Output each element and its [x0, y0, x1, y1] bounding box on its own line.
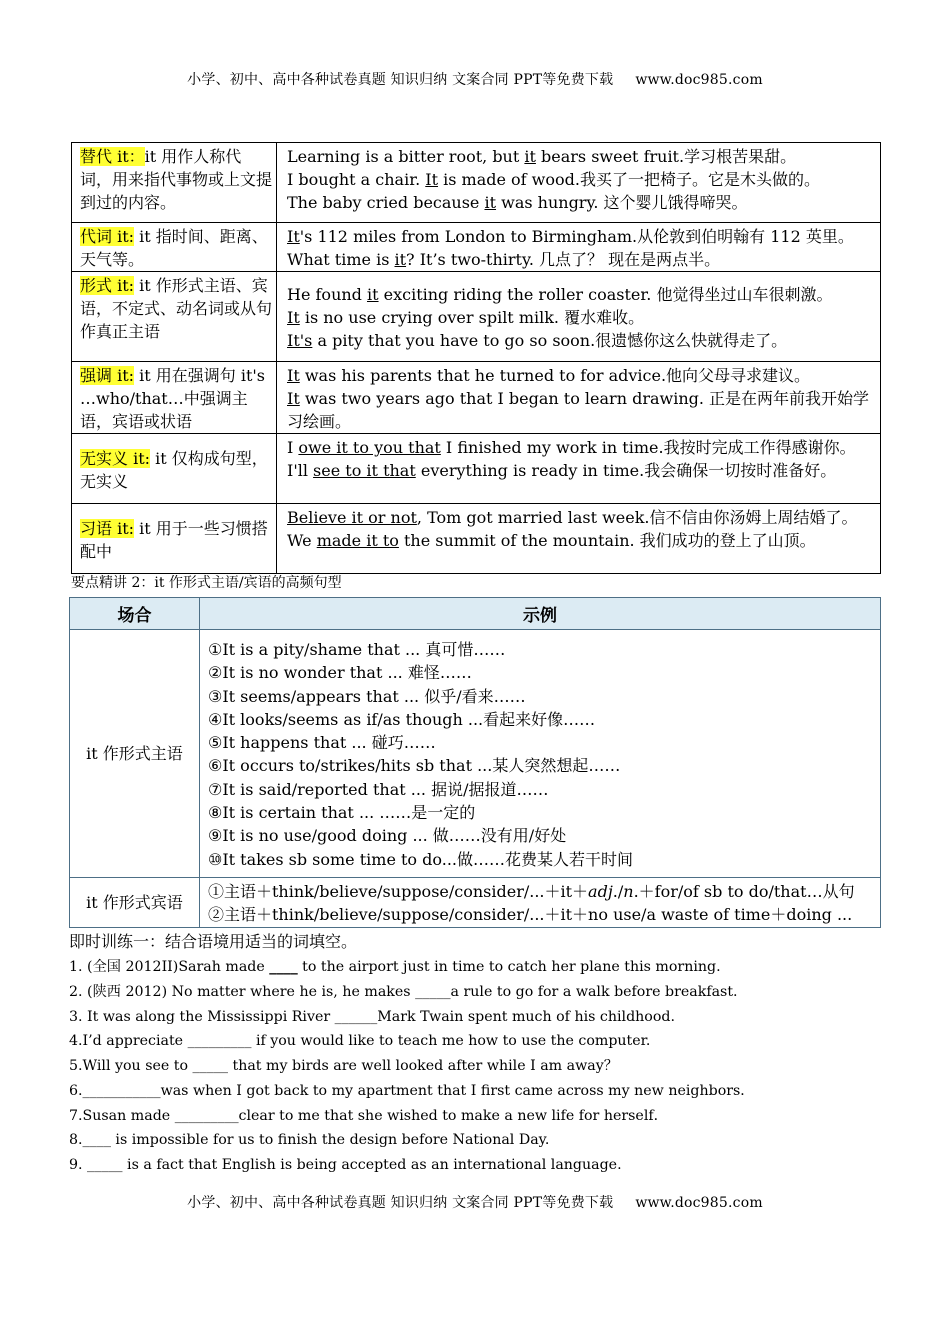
usage-row-idiom	[72, 504, 881, 574]
example-sentence: What time is it? It’s two-thirty. 几点了？ 现在是两点半。	[287, 250, 721, 269]
usage-row-formal	[72, 272, 881, 362]
example-sentence: He found it exciting riding the roller coaster. 他觉得坐过山车很刺激。	[287, 285, 833, 304]
example-sentence: I bought a chair. It is made of wood.我买了一把椅子。它是木头做的。	[287, 170, 820, 189]
usage-examples-cell	[277, 504, 881, 574]
pattern-examples	[200, 877, 881, 927]
example-sentence: Believe it or not, Tom got married last week.信不信由你汤姆上周结婚了。	[287, 508, 858, 527]
usage-label: 强调 it:	[80, 366, 135, 385]
pattern-header-row	[70, 598, 881, 630]
usage-examples-cell	[277, 223, 881, 272]
usage-desc: it 指时间、距离、天气等。	[80, 227, 268, 269]
page-footer	[0, 1192, 950, 1212]
usage-label-cell	[72, 143, 277, 223]
answer-blank[interactable]: ____	[82, 1132, 111, 1149]
example-sentence: It's 112 miles from London to Birmingham.从伦敦到伯明翰有 112 英里。	[287, 227, 854, 246]
example-sentence: I'll see to it that everything is ready in time.我会确保一切按时准备好。	[287, 461, 837, 480]
usage-desc: it 仅构成句型，无实义	[80, 448, 268, 491]
exercise-title: 即时训练一：结合语境用适当的词填空。	[69, 932, 358, 951]
exercise-item: 8.____ is impossible for us to finish the design before National Day.	[69, 1132, 550, 1149]
example-sentence: It was his parents that he turned to for advice.他向父母寻求建议。	[287, 366, 811, 385]
exercise-item: 2. (陕西 2012) No matter where he is, he makes _____a rule to go for a walk before breakfast.	[69, 983, 738, 1000]
header-url: www.doc985.com	[635, 72, 763, 88]
pattern-item: ③It seems/appears that ... 似乎/看来……	[208, 686, 526, 706]
pattern-item: ②It is no wonder that ... 难怪……	[208, 663, 472, 683]
answer-blank[interactable]: _____	[87, 1157, 123, 1173]
pattern-item: ⑨It is no use/good doing ... 做……没有用/好处	[208, 826, 567, 846]
usage-examples-cell	[277, 143, 881, 223]
pattern-item: ①It is a pity/shame that ... 真可惜……	[208, 640, 506, 659]
usage-examples-cell	[277, 362, 881, 434]
usage-label: 习语 it:	[80, 518, 135, 538]
exercise-item: 3. It was along the Mississippi River ______Mark Twain spent much of his childhood.	[69, 1008, 675, 1025]
pattern-item: ⑧It is certain that ... ……是一定的	[208, 803, 476, 823]
usage-examples-cell	[277, 272, 881, 362]
footer-text: 小学、初中、高中各种试卷真题 知识归纳 文案合同 PPT等免费下载	[187, 1195, 614, 1211]
pattern-row-subject	[70, 630, 881, 878]
pattern-col-occasion: 场合	[70, 598, 200, 630]
pattern-row-object	[70, 877, 881, 927]
usage-label: 无实义 it:	[80, 448, 151, 468]
pattern-col-example: 示例	[200, 598, 881, 630]
answer-blank[interactable]: ____	[269, 959, 298, 975]
example-sentence: We made it to the summit of the mountain. 我们成功的登上了山顶。	[287, 531, 816, 550]
pattern-item: ②主语＋think/believe/suppose/consider/...＋it＋no use/a waste of time＋doing ...	[208, 905, 853, 925]
usage-row-emphasis	[72, 362, 881, 434]
answer-blank[interactable]: _________	[174, 1107, 239, 1124]
it-pattern-table	[69, 597, 881, 928]
answer-blank[interactable]: ___________	[82, 1082, 161, 1099]
exercise-item: 1. (全国 2012II)Sarah made ____ to the airport just in time to catch her plane this morning.	[69, 959, 721, 975]
usage-label: 形式 it:	[80, 276, 135, 295]
usage-label-cell	[72, 434, 277, 504]
header-text: 小学、初中、高中各种试卷真题 知识归纳 文案合同 PPT等免费下载	[187, 72, 614, 88]
pattern-item: ⑩It takes sb some time to do...做……花费某人若干时间	[208, 849, 633, 869]
answer-blank[interactable]: _____	[192, 1058, 228, 1074]
usage-row-meaningless	[72, 434, 881, 504]
pattern-item: ①主语＋think/believe/suppose/consider/...＋it＋adj./n.＋for/of sb to do/that…从句	[208, 881, 855, 901]
section-2-title: 要点精讲 2：it 作形式主语/宾语的高频句型	[71, 575, 342, 591]
usage-desc: it 用作人称代词，用来指代事物或上文提到过的内容。	[80, 147, 273, 212]
pattern-item: ④It looks/seems as if/as though ...看起来好像……	[208, 709, 596, 729]
usage-label: 代词 it:	[80, 227, 135, 246]
pattern-label: it 作形式宾语	[70, 877, 200, 927]
usage-row-pronoun	[72, 223, 881, 272]
exercise-item: 7.Susan made _________clear to me that she wished to make a new life for herself．	[69, 1107, 668, 1124]
usage-desc: it 作形式主语、宾语，不定式、动名词或从句作真正主语	[80, 276, 273, 341]
answer-blank[interactable]: _____	[415, 983, 451, 1000]
example-sentence: The baby cried because it was hungry. 这个婴儿饿得啼哭。	[287, 193, 748, 212]
usage-row-substitute	[72, 143, 881, 223]
usage-label-cell	[72, 362, 277, 434]
example-sentence: I owe it to you that I finished my work in time.我按时完成工作得感谢你。	[287, 438, 856, 457]
usage-desc: it 用在强调句 it's …who/that…中强调主语，宾语或状语	[80, 366, 265, 431]
example-sentence: It was two years ago that I began to learn drawing. 正是在两年前我开始学习绘画。	[287, 389, 870, 431]
usage-label-cell	[72, 272, 277, 362]
usage-desc: it 用于一些习惯搭配中	[80, 518, 268, 561]
usage-label-cell	[72, 223, 277, 272]
answer-blank[interactable]: ______	[334, 1008, 378, 1025]
example-sentence: Learning is a bitter root, but it bears sweet fruit.学习根苦果甜。	[287, 147, 797, 166]
pattern-item: ⑥It occurs to/strikes/hits sb that ...某人突然想起……	[208, 756, 621, 776]
example-sentence: It is no use crying over spilt milk. 覆水难收。	[287, 308, 645, 327]
usage-examples-cell	[277, 434, 881, 504]
page-header	[0, 69, 950, 89]
exercise-item: 6.___________was when I got back to my apartment that I first came across my new neighbors．	[69, 1082, 755, 1099]
it-usage-table	[71, 142, 881, 574]
exercise-item: 9. _____ is a fact that English is being accepted as an international language.	[69, 1157, 622, 1173]
exercise-list	[69, 955, 889, 1178]
exercise-item: 4.I’d appreciate _________ if you would like to teach me how to use the computer.	[69, 1033, 651, 1050]
example-sentence: It's a pity that you have to go so soon.很遗憾你这么快就得走了。	[287, 331, 788, 350]
pattern-item: ⑦It is said/reported that ... 据说/据报道……	[208, 779, 549, 799]
pattern-item: ⑤It happens that ... 碰巧……	[208, 733, 436, 753]
pattern-label: it 作形式主语	[70, 630, 200, 878]
footer-url: www.doc985.com	[635, 1195, 763, 1211]
pattern-examples	[200, 630, 881, 878]
answer-blank[interactable]: _________	[187, 1033, 252, 1050]
usage-label-cell	[72, 504, 277, 574]
exercise-item: 5.Will you see to _____ that my birds are well looked after while I am away？	[69, 1058, 618, 1074]
usage-label: 替代 it：	[80, 147, 145, 166]
